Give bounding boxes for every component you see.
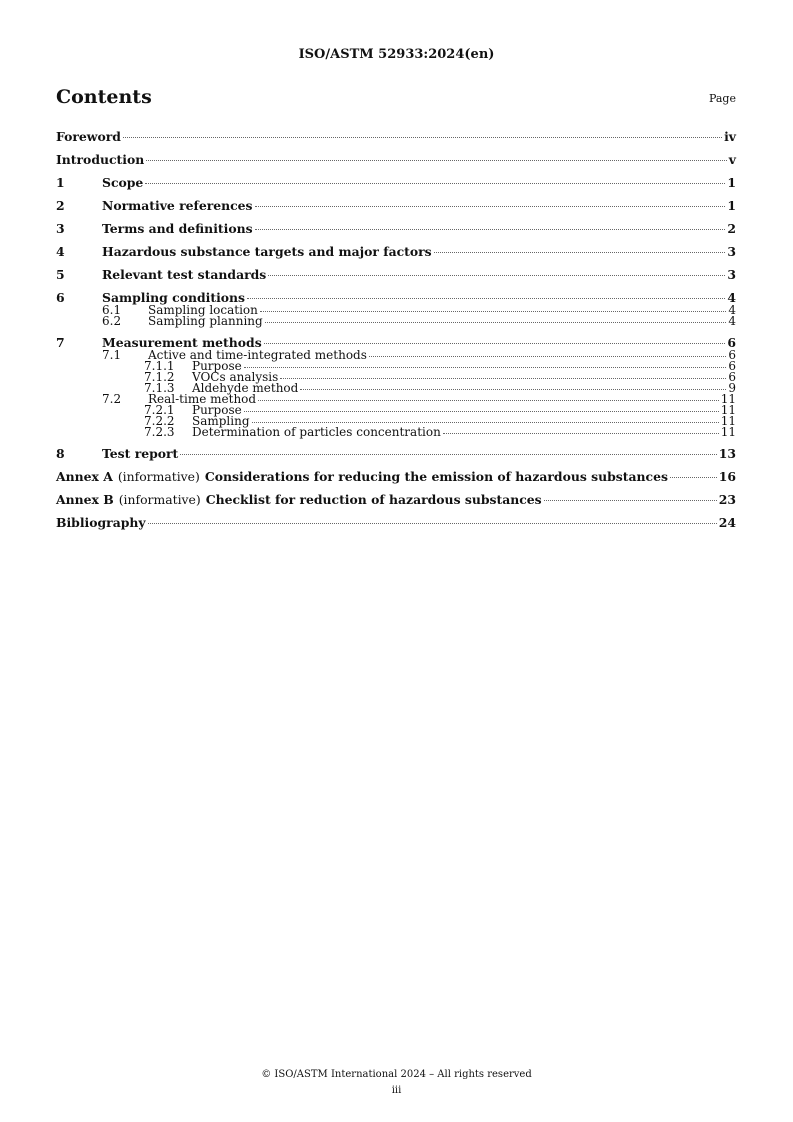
dot-leader — [264, 343, 726, 344]
toc-entry-label: Terms and definitions — [102, 221, 253, 236]
toc-entry-page: 4 — [727, 290, 736, 305]
toc-entry-number: 7.2.3 — [144, 425, 175, 439]
toc-entry-label: Relevant test standards — [102, 267, 267, 282]
toc-entry-particles-concentration[interactable] — [56, 427, 736, 438]
toc-entry-label: Test report — [102, 446, 179, 461]
dot-leader — [146, 160, 727, 161]
toc-entry-page: 3 — [727, 244, 736, 259]
toc-entry-page: v — [728, 152, 736, 167]
page-footer — [0, 1067, 793, 1099]
toc-entry-label: Foreword — [56, 129, 121, 144]
toc-entry-number: 7.2.1 — [144, 403, 175, 417]
toc-entry-page: 24 — [718, 515, 736, 530]
page-number: iii — [391, 1085, 402, 1096]
toc-entry-page: 16 — [718, 469, 736, 484]
document-id-header: ISO/ASTM 52933:2024(en) — [298, 47, 495, 62]
toc-entry-number: 7.2 — [102, 392, 122, 406]
toc-entry-page: 23 — [718, 492, 736, 507]
toc-entry-label: Sampling location — [148, 303, 258, 317]
toc-entry-page: 3 — [727, 267, 736, 282]
toc-entry-test-report[interactable] — [56, 447, 736, 461]
toc-entry-foreword[interactable] — [56, 130, 736, 144]
toc-entry-annex-a[interactable] — [56, 470, 736, 484]
toc-entry-number: 5 — [56, 267, 65, 282]
toc-entry-label: Sampling — [192, 414, 250, 428]
toc-entry-page: 6 — [727, 335, 736, 350]
toc-entry-label: Measurement methods — [102, 335, 262, 350]
dot-leader — [258, 400, 719, 401]
dot-leader — [148, 523, 717, 524]
toc-entry-label: Real-time method — [148, 392, 257, 406]
toc-entry-page: 13 — [718, 446, 736, 461]
dot-leader — [145, 183, 725, 184]
toc-entry-number: 7.1.1 — [144, 359, 175, 373]
dot-leader — [244, 411, 719, 412]
toc-entry-label: Sampling planning — [148, 314, 263, 328]
toc-entry-number: 7.1 — [102, 348, 122, 362]
dot-leader — [123, 137, 722, 138]
dot-leader — [252, 422, 719, 423]
toc-entry-number: 6.1 — [102, 303, 122, 317]
toc-entry-page: 1 — [727, 198, 736, 213]
dot-leader — [180, 454, 716, 455]
toc-entry-label: Active and time-integrated methods — [148, 348, 367, 362]
annex-informative-tag: (informative) — [117, 469, 200, 484]
toc-entry-page: iv — [724, 129, 736, 144]
toc-entry-label: Determination of particles concentration — [192, 425, 441, 439]
toc-entry-page: 11 — [720, 392, 736, 406]
dot-leader — [255, 229, 726, 230]
contents-title: Contents — [56, 86, 152, 108]
annex-informative-tag: (informative) — [118, 492, 201, 507]
toc-entry-number: 7.1.3 — [144, 381, 175, 395]
toc-entry-number: 4 — [56, 244, 65, 259]
dot-leader — [265, 322, 727, 323]
dot-leader — [434, 252, 726, 253]
dot-leader — [300, 389, 726, 390]
dot-leader — [260, 311, 726, 312]
toc-entry-page: 6 — [728, 370, 736, 384]
toc-entry-label: Aldehyde method — [192, 381, 299, 395]
toc-entry-label: VOCs analysis — [192, 370, 279, 384]
toc-entry-label: Scope — [102, 175, 144, 190]
toc-entry-page: 1 — [727, 175, 736, 190]
toc-entry-label: Normative references — [102, 198, 253, 213]
toc-entry-label: Introduction — [56, 152, 145, 167]
page-column-label: Page — [708, 92, 736, 105]
toc-entry-number: 7 — [56, 335, 65, 350]
toc-entry-label: Purpose — [192, 403, 242, 417]
toc-entry-number: 7.2.2 — [144, 414, 175, 428]
toc-entry-page: 11 — [720, 425, 736, 439]
toc-entry-label: Purpose — [192, 359, 242, 373]
toc-entry-relevant-test-standards[interactable] — [56, 268, 736, 282]
dot-leader — [268, 275, 725, 276]
toc-entry-number: 7.1.2 — [144, 370, 175, 384]
toc-entry-page: 11 — [720, 414, 736, 428]
toc-entry-page: 4 — [728, 303, 736, 317]
toc-entry-label: Considerations for reducing the emission of hazardous substances — [204, 469, 668, 484]
toc-entry-introduction[interactable] — [56, 153, 736, 167]
dot-leader — [544, 500, 717, 501]
toc-entry-label: Sampling conditions — [102, 290, 246, 305]
copyright-notice: © ISO/ASTM International 2024 – All rights reserved — [261, 1069, 532, 1080]
annex-number: Annex A — [56, 469, 113, 484]
toc-entry-number: 3 — [56, 221, 65, 236]
toc-entry-page: 2 — [727, 221, 736, 236]
dot-leader — [280, 378, 726, 379]
toc-entry-page: 9 — [728, 381, 736, 395]
dot-leader — [244, 367, 727, 368]
toc-entry-number: 6.2 — [102, 314, 122, 328]
dot-leader — [670, 477, 717, 478]
table-of-contents — [56, 130, 736, 530]
toc-entry-label: Hazardous substance targets and major factors — [102, 244, 432, 259]
toc-entry-sampling-planning[interactable] — [56, 316, 736, 327]
dot-leader — [247, 298, 725, 299]
toc-entry-label: Checklist for reduction of hazardous substances — [205, 492, 542, 507]
toc-entry-page: 6 — [728, 348, 736, 362]
toc-entry-bibliography[interactable] — [56, 516, 736, 530]
dot-leader — [255, 206, 726, 207]
toc-entry-page: 4 — [728, 314, 736, 328]
toc-entry-number: 8 — [56, 446, 65, 461]
dot-leader — [443, 433, 719, 434]
toc-entry-page: 6 — [728, 359, 736, 373]
toc-entry-number: 2 — [56, 198, 65, 213]
toc-entry-annex-b[interactable] — [56, 493, 736, 507]
dot-leader — [369, 356, 726, 357]
toc-entry-scope[interactable] — [56, 176, 736, 190]
toc-entry-hazardous-substance-targets[interactable] — [56, 245, 736, 259]
toc-entry-terms-and-definitions[interactable] — [56, 222, 736, 236]
toc-entry-label: Bibliography — [56, 515, 146, 530]
toc-entry-page: 11 — [720, 403, 736, 417]
toc-entry-normative-references[interactable] — [56, 199, 736, 213]
toc-entry-number: 6 — [56, 290, 65, 305]
toc-entry-number: 1 — [56, 175, 65, 190]
annex-number: Annex B — [56, 492, 114, 507]
